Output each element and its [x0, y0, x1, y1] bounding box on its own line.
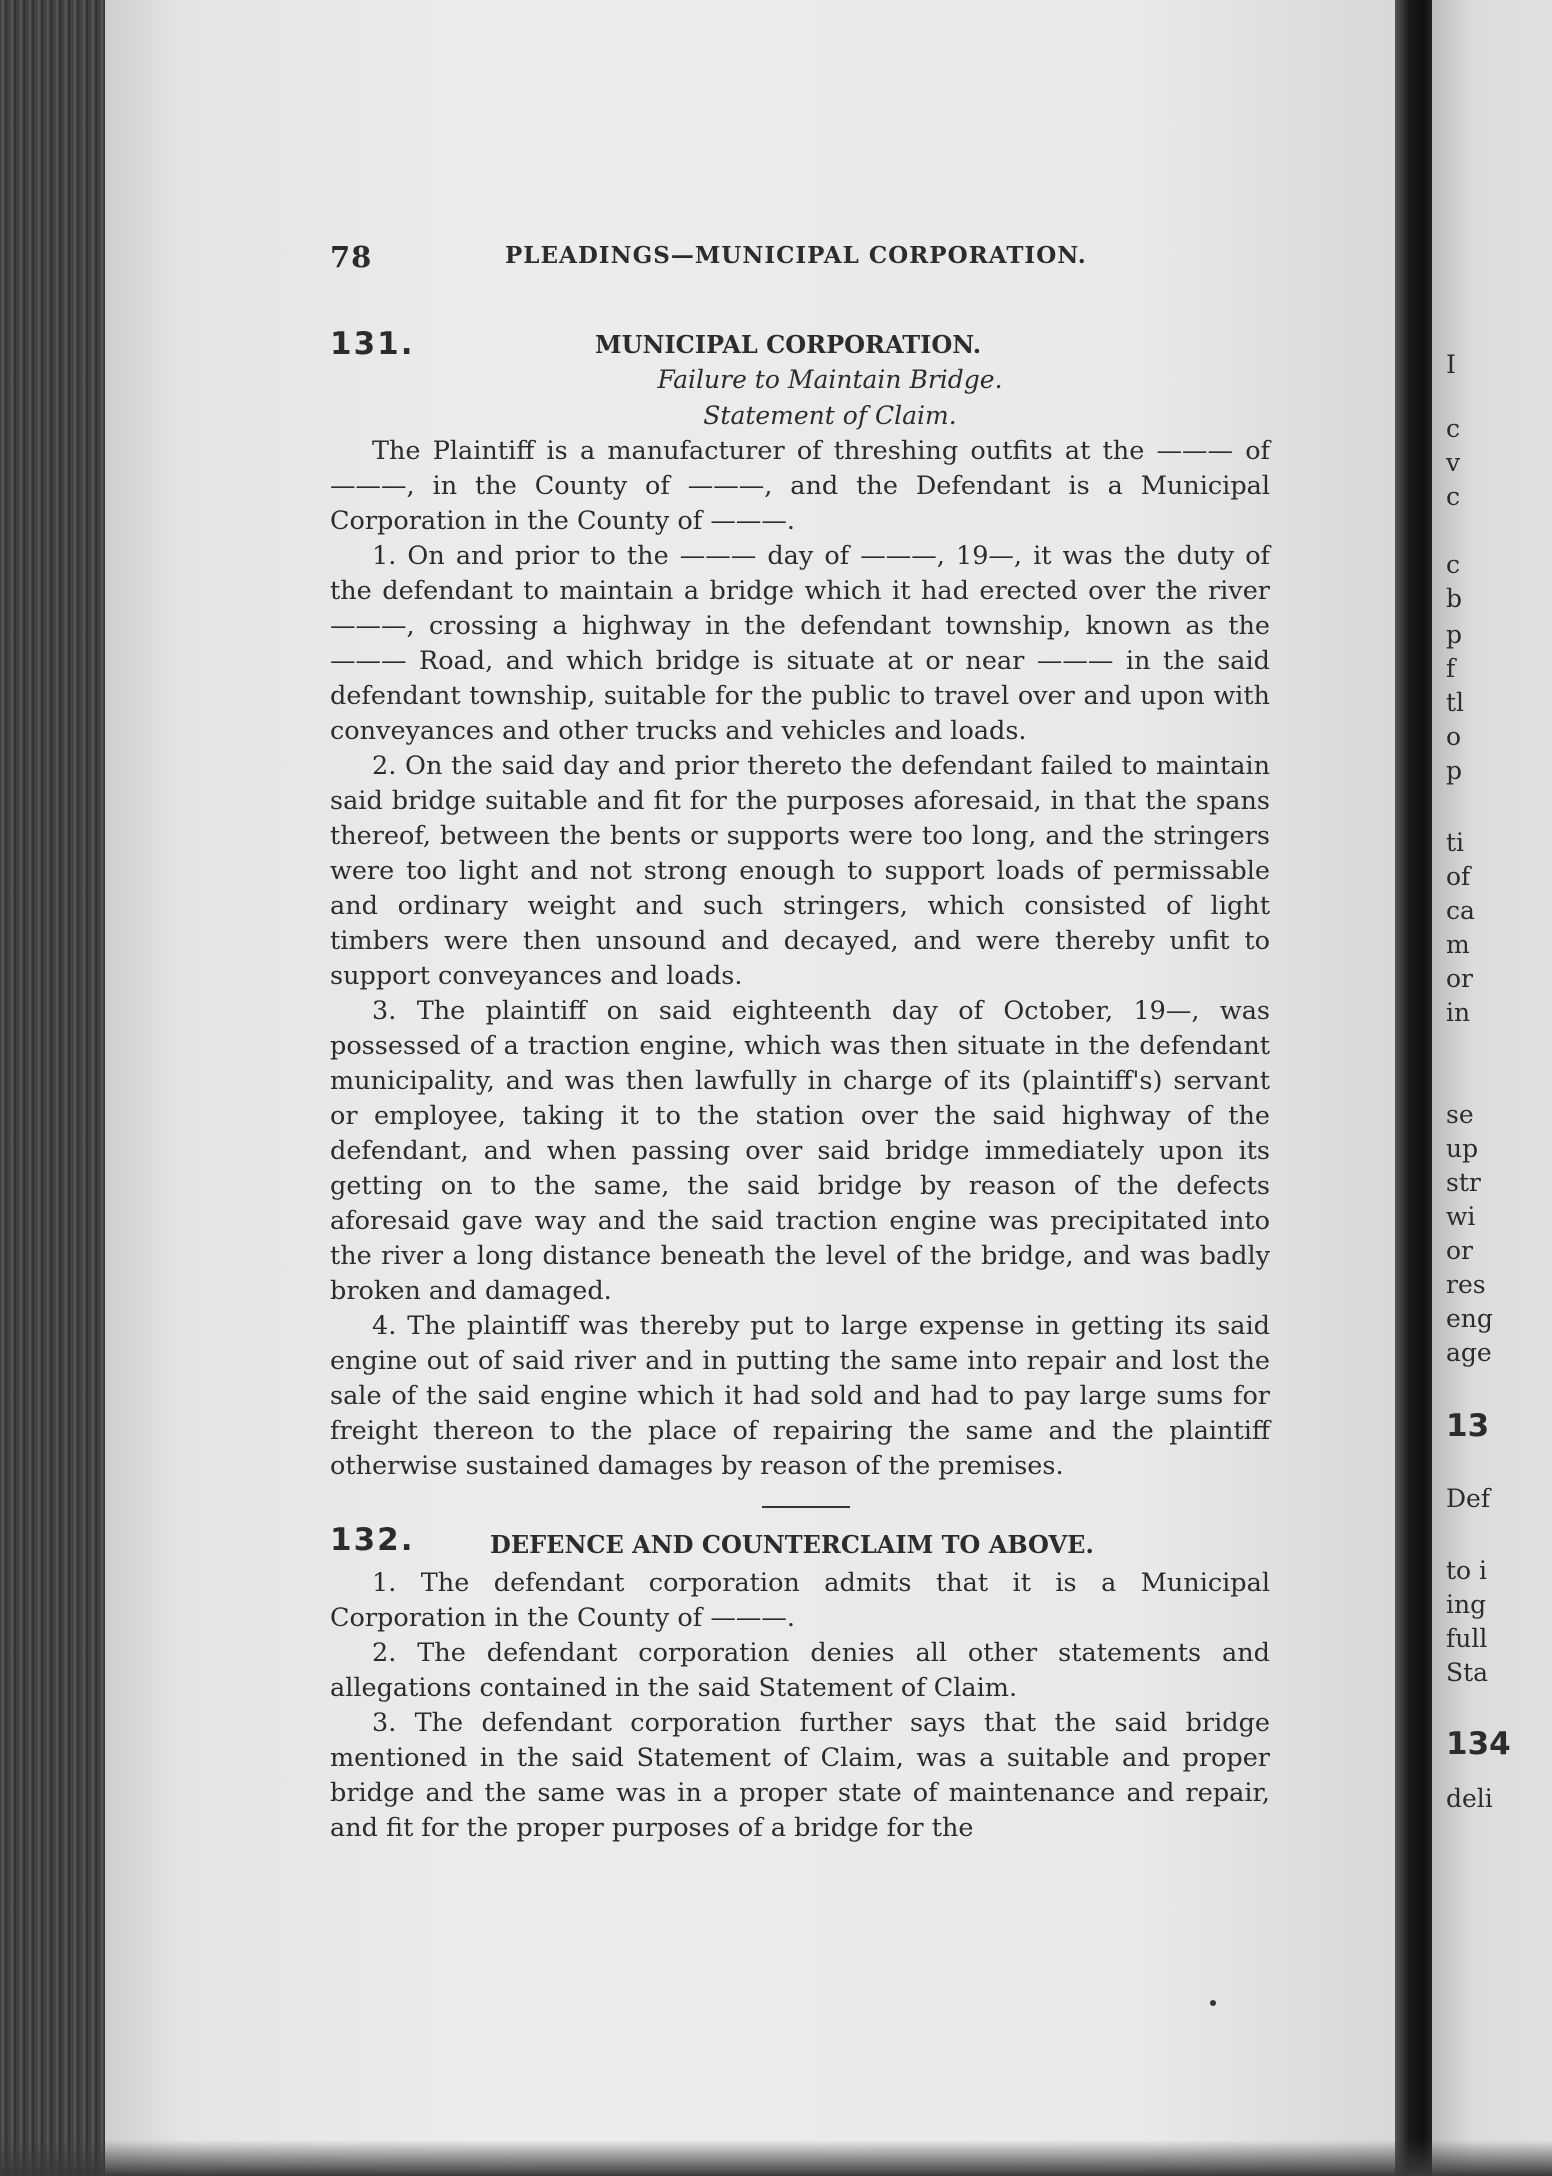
section-number: 132.: [330, 1522, 415, 1558]
facing-fragment: ti: [1446, 828, 1465, 857]
page-content: [330, 230, 1270, 1846]
facing-fragment: or: [1446, 964, 1474, 993]
body-paragraph: 4. The plaintiff was thereby put to large expense in getting its said engine out of said river and in putting the same into repair and lost the sale of the said engine which it had sold and had to pay large sums for freight thereon to the place of repairing the same and the plaintiff otherwise sustained damages by reason of the premises.: [330, 1311, 1270, 1481]
facing-fragment: str: [1446, 1168, 1481, 1197]
facing-fragment: m: [1446, 930, 1470, 959]
body-paragraph: The Plaintiff is a manufacturer of threshing outfits at the ——— of ———, in the County of ———, and the Defendant is a Municipal Corporation in the County of ———.: [330, 436, 1270, 536]
facing-fragment: to i: [1446, 1556, 1488, 1585]
body-paragraph: 3. The plaintiff on said eighteenth day of October, 19—, was possessed of a traction engine, which was then situate in the defendant municipality, and was then lawfully in charge of its (plaintiff's) servant or employee, taking it to the station over the said highway of the defendant, and when passing over said bridge immediately upon its getting on to the same, the said bridge by reason of the defects aforesaid gave way and the said traction engine was precipitated into the river a long distance beneath the level of the bridge, and was badly broken and damaged.: [330, 996, 1270, 1306]
book-gutter: [1395, 0, 1435, 2176]
facing-fragment: res: [1446, 1270, 1486, 1299]
facing-fragment: I: [1446, 350, 1456, 379]
facing-fragment: wi: [1446, 1202, 1476, 1231]
facing-fragment: se: [1446, 1100, 1474, 1129]
facing-fragment: v: [1446, 448, 1461, 477]
section-number: 131.: [330, 326, 415, 362]
body-paragraph: 1. The defendant corporation admits that it is a Municipal Corporation in the County of ———.: [330, 1568, 1270, 1633]
facing-fragment: b: [1446, 584, 1463, 613]
section-divider: [762, 1506, 850, 1508]
stacked-page-edges: [0, 0, 115, 2176]
facing-fragment: in: [1446, 998, 1471, 1027]
facing-fragment: Def: [1446, 1484, 1491, 1513]
facing-fragment: 13: [1446, 1408, 1490, 1444]
section-title: DEFENCE AND COUNTERCLAIM TO ABOVE.: [490, 1530, 1094, 1559]
body-paragraph: 2. On the said day and prior thereto the defendant failed to maintain said bridge suitable and fit for the purposes aforesaid, in that the spans thereof, between the bents or supports were too long, and the stringers were too light and not strong enough to support loads of permissable and ordinary weight and such stringers, which consisted of light timbers were then unsound and decayed, and were thereby unfit to support conveyances and loads.: [330, 751, 1270, 991]
facing-fragment: c: [1446, 550, 1461, 579]
facing-fragment: of: [1446, 862, 1471, 891]
facing-fragment: ing: [1446, 1590, 1487, 1619]
facing-fragment: deli: [1446, 1784, 1493, 1813]
facing-fragment: full: [1446, 1624, 1488, 1653]
running-title: PLEADINGS—MUNICIPAL CORPORATION.: [505, 242, 1087, 269]
section-title: MUNICIPAL CORPORATION.: [595, 330, 982, 359]
section-subtitle: Statement of Claim.: [703, 401, 957, 430]
page-number: 78: [330, 240, 373, 274]
body-paragraph: 1. On and prior to the ——— day of ———, 19—, it was the duty of the defendant to maintain a bridge which it had erected over the river ———, crossing a highway in the defendant township, known as the ——— Road, and which bridge is situate at or near ——— in the said defendant township, suitable for the public to travel over and upon with conveyances and other trucks and vehicles and loads.: [330, 541, 1270, 746]
facing-fragment: c: [1446, 482, 1461, 511]
facing-fragment: or: [1446, 1236, 1474, 1265]
bottom-shadow: [0, 2140, 1552, 2176]
section-131-heading: [330, 326, 1270, 362]
facing-fragment: age: [1446, 1338, 1492, 1367]
facing-fragment: 134: [1446, 1726, 1511, 1762]
facing-fragment: tl: [1446, 688, 1465, 717]
facing-fragment: c: [1446, 414, 1461, 443]
facing-fragment: ca: [1446, 896, 1475, 925]
section-subtitle: Failure to Maintain Bridge.: [657, 365, 1003, 394]
body-paragraph: 2. The defendant corporation denies all other statements and allegations contained in the said Statement of Claim.: [330, 1638, 1270, 1703]
body-paragraph: 3. The defendant corporation further says that the said bridge mentioned in the said Statement of Claim, was a suitable and proper bridge and the same was in a proper state of maintenance and repair, and fit for the proper purposes of a bridge for the: [330, 1708, 1270, 1843]
section-132-heading: [330, 1522, 1270, 1562]
facing-fragment: Sta: [1446, 1658, 1489, 1687]
ink-speck: [1210, 2000, 1216, 2006]
facing-fragment: f: [1446, 654, 1456, 683]
facing-page: [1432, 0, 1552, 2176]
facing-fragment: p: [1446, 620, 1463, 649]
facing-fragment: eng: [1446, 1304, 1493, 1333]
facing-fragment: p: [1446, 756, 1463, 785]
running-head: [330, 230, 1270, 274]
facing-fragment: o: [1446, 722, 1462, 751]
facing-fragment: up: [1446, 1134, 1479, 1163]
